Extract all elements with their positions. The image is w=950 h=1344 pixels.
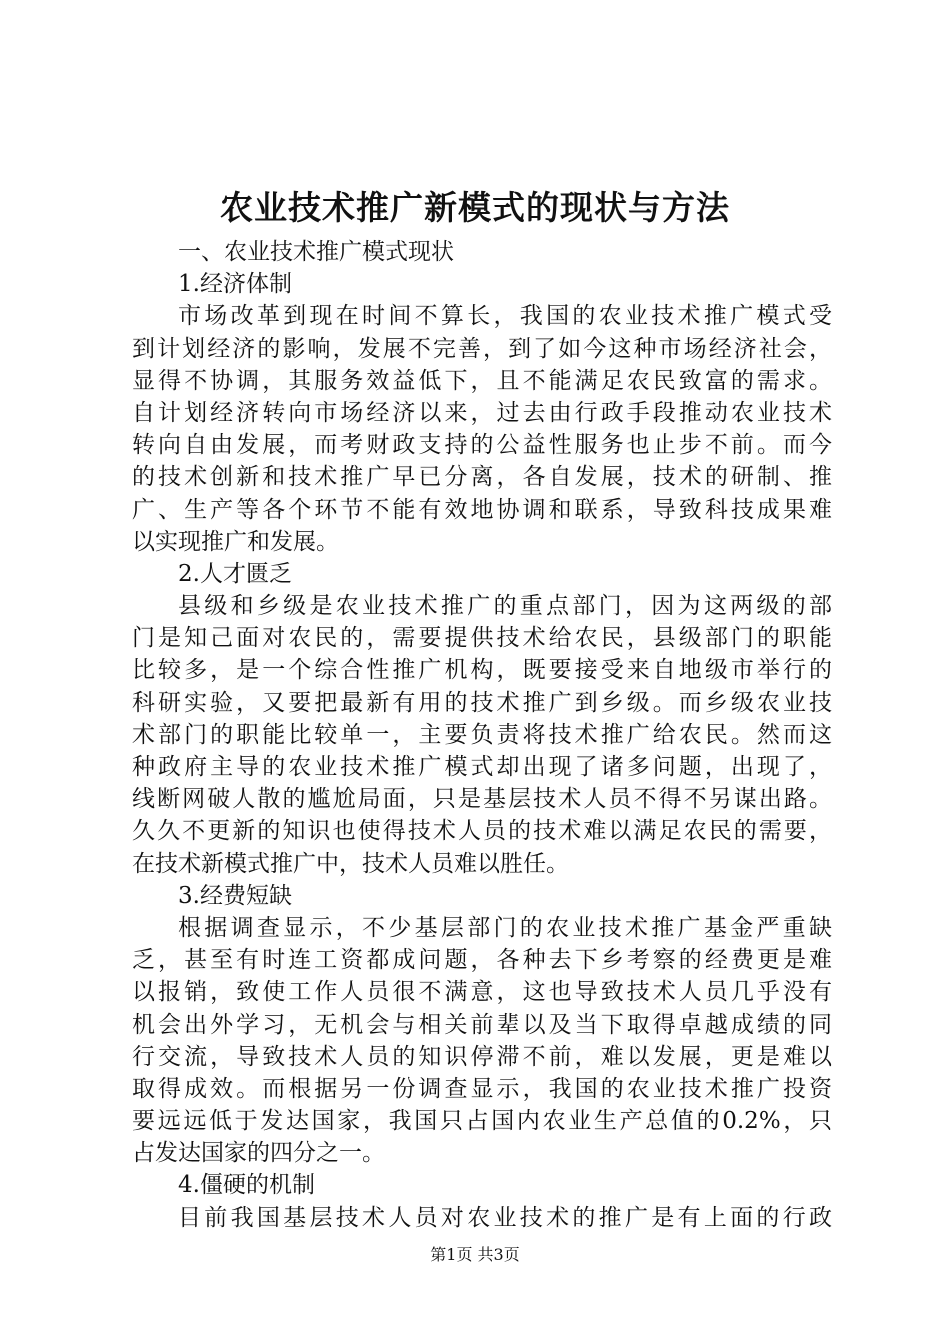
paragraph-line: 显得不协调，其服务效益低下，且不能满足农民致富的需求。 [132, 367, 832, 394]
paragraph-line: 线断网破人散的尴尬局面，只是基层技术人员不得不另谋出路。 [132, 786, 832, 813]
paragraph [132, 300, 832, 558]
paragraph-line: 门是知己面对农民的，需要提供技术给农民，县级部门的职能 [132, 625, 832, 652]
paragraph-line: 以报销，致使工作人员很不满意，这也导致技术人员几乎没有 [132, 979, 832, 1006]
paragraph [132, 912, 832, 1170]
paragraph-line: 到计划经济的影响，发展不完善，到了如今这种市场经济社会， [132, 335, 832, 362]
page-footer: 第1页 共3页 [430, 1245, 520, 1264]
paragraph-line: 在技术新模式推广中，技术人员难以胜任。 [132, 850, 569, 877]
paragraph-line: 目前我国基层技术人员对农业技术的推广是有上面的行政 [178, 1204, 832, 1231]
paragraph-line: 行交流，导致技术人员的知识停滞不前，难以发展，更是难以 [132, 1043, 832, 1070]
document-body [132, 236, 832, 1234]
document-title: 农业技术推广新模式的现状与方法 [220, 188, 730, 227]
paragraph-line: 广、生产等各个环节不能有效地协调和联系，导致科技成果难 [132, 496, 832, 523]
paragraph-line: 久久不更新的知识也使得技术人员的技术难以满足农民的需要， [132, 818, 832, 845]
subsection-heading: 2.人才匮乏 [178, 560, 292, 587]
paragraph-line: 市场改革到现在时间不算长，我国的农业技术推广模式受 [178, 303, 832, 330]
paragraph-line: 机会出外学习，无机会与相关前辈以及当下取得卓越成绩的同 [132, 1011, 832, 1038]
paragraph-line: 占发达国家的四分之一。 [132, 1140, 385, 1167]
section-heading: 一、农业技术推广模式现状 [178, 239, 454, 265]
paragraph [132, 1202, 832, 1234]
paragraph-line: 术部门的职能比较单一，主要负责将技术推广给农民。然而这 [132, 721, 832, 748]
paragraph [132, 590, 832, 880]
paragraph-line: 种政府主导的农业技术推广模式却出现了诸多问题，出现了， [132, 754, 832, 780]
paragraph-line: 自计划经济转向市场经济以来，过去由行政手段推动农业技术 [132, 399, 832, 426]
subsection-heading: 4.僵硬的机制 [178, 1172, 315, 1199]
paragraph-line: 乏，甚至有时连工资都成问题，各种去下乡考察的经费更是难 [132, 947, 832, 974]
paragraph-line: 以实现推广和发展。 [132, 528, 339, 555]
paragraph-line: 要远远低于发达国家，我国只占国内农业生产总值的0.2%，只 [132, 1108, 832, 1135]
subsection-heading: 1.经济体制 [178, 271, 292, 298]
paragraph-line: 科研实验，又要把最新有用的技术推广到乡级。而乡级农业技 [132, 689, 832, 716]
paragraph-line: 根据调查显示，不少基层部门的农业技术推广基金严重缺 [178, 914, 832, 941]
paragraph-line: 比较多，是一个综合性推广机构，既要接受来自地级市举行的 [132, 657, 832, 684]
paragraph-line: 县级和乡级是农业技术推广的重点部门，因为这两级的部 [178, 593, 832, 620]
paragraph-line: 取得成效。而根据另一份调查显示，我国的农业技术推广投资 [132, 1075, 832, 1102]
subsection-heading: 3.经费短缺 [178, 882, 292, 909]
paragraph-line: 的技术创新和技术推广早已分离，各自发展，技术的研制、推 [132, 464, 832, 491]
paragraph-line: 转向自由发展，而考财政支持的公益性服务也止步不前。而今 [132, 432, 832, 459]
